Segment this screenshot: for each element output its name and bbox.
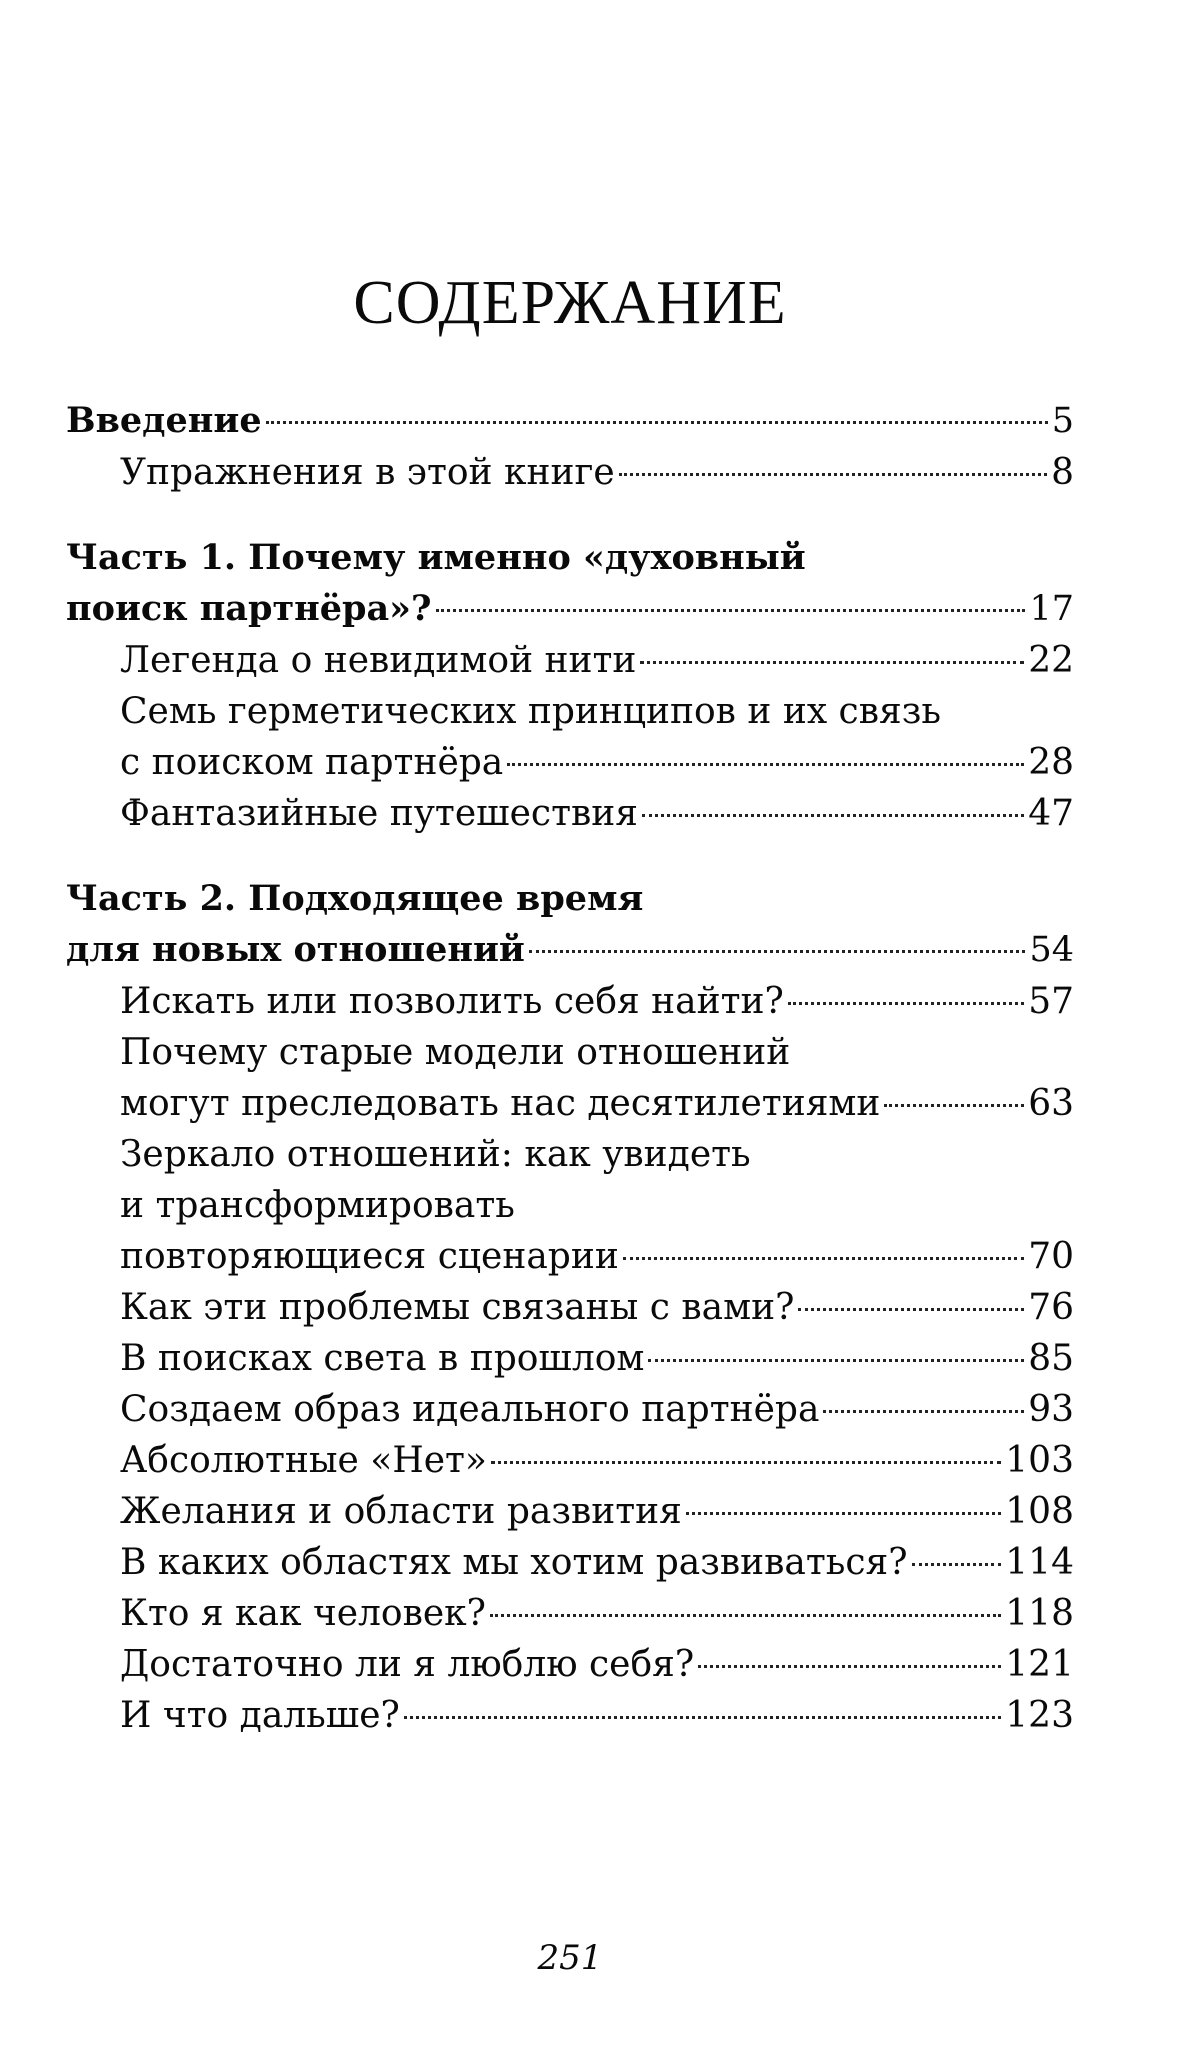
toc-page-number: 70 (1028, 1236, 1074, 1277)
toc-page-number: 103 (1005, 1440, 1074, 1481)
toc-entry-line (66, 873, 1074, 924)
toc-section-entry (66, 1333, 1074, 1384)
dot-leader (884, 1104, 1024, 1107)
toc-entry-title: Упражнения в этой книге (120, 452, 615, 493)
toc-entry-line (120, 1690, 1074, 1741)
toc-section-entry (66, 976, 1074, 1027)
toc-entry-line (120, 1537, 1074, 1588)
toc-section-entry (66, 686, 1074, 788)
toc-entry-line (120, 447, 1074, 498)
toc-page-number: 5 (1051, 401, 1074, 441)
toc-section-entry (66, 1282, 1074, 1333)
toc-page-number: 22 (1028, 640, 1074, 681)
toc-part-entry (66, 873, 1074, 976)
toc-page-number: 54 (1029, 930, 1074, 970)
toc-entry-title: могут преследовать нас десятилетиями (120, 1083, 881, 1124)
toc-entry-title: Семь герметических принципов и их связь (120, 691, 941, 732)
dot-leader (529, 950, 1026, 953)
toc-page-number: 47 (1028, 793, 1074, 834)
toc-section-entry (66, 1027, 1074, 1129)
toc-page-number: 118 (1005, 1593, 1074, 1634)
toc-section-entry (66, 1690, 1074, 1741)
dot-leader (266, 421, 1048, 424)
toc-entry-title: поиск партнёра»? (66, 588, 432, 629)
toc-section-entry (66, 635, 1074, 686)
toc-entry-title: повторяющиеся сценарии (120, 1236, 619, 1277)
dot-leader (619, 473, 1047, 476)
toc-section-entry (66, 447, 1074, 498)
dot-leader (912, 1563, 1002, 1566)
toc-entry-line (120, 1231, 1074, 1282)
toc-entry-title: В каких областях мы хотим развиваться? (120, 1542, 908, 1583)
toc-section-entry (66, 1435, 1074, 1486)
toc-entry-line (66, 395, 1074, 447)
toc-entry-line (120, 1435, 1074, 1486)
toc-entry-line (66, 532, 1074, 583)
toc-entry-title: Зеркало отношений: как увидеть (120, 1134, 751, 1175)
toc-entry-line (120, 635, 1074, 686)
toc-entry-title: В поисках света в прошлом (120, 1338, 645, 1379)
toc-entry-line (120, 737, 1074, 788)
toc-entry-title: Создаем образ идеального партнёра (120, 1389, 820, 1430)
toc-entry-title: Желания и области развития (120, 1491, 682, 1532)
toc-entry-line (120, 1486, 1074, 1537)
dot-leader (623, 1257, 1024, 1260)
dot-leader (491, 1461, 1001, 1464)
toc-entry-line (120, 1282, 1074, 1333)
toc-entry-title: Достаточно ли я люблю себя? (120, 1644, 695, 1685)
toc-entry-title: и трансформировать (120, 1185, 515, 1226)
toc-entry-title: Фантазийные путешествия (120, 793, 638, 834)
dot-leader (788, 1002, 1024, 1005)
toc-entry-line (120, 1078, 1074, 1129)
toc-entry-title: для новых отношений (66, 929, 525, 970)
toc-section-entry (66, 1588, 1074, 1639)
dot-leader (698, 1665, 1001, 1668)
toc-page-number: 8 (1051, 452, 1074, 493)
dot-leader (823, 1410, 1024, 1413)
toc-entry-line (120, 1384, 1074, 1435)
toc-entry-title: Введение (66, 400, 262, 441)
toc-entry-line (120, 1180, 1074, 1231)
toc-entry-title: Почему старые модели отношений (120, 1032, 791, 1073)
dot-leader (798, 1308, 1024, 1311)
toc-section-entry (66, 1537, 1074, 1588)
toc-page-number: 17 (1029, 589, 1074, 629)
dot-leader (404, 1716, 1001, 1719)
toc-entry-line (66, 583, 1074, 635)
toc-entry-line (120, 788, 1074, 839)
toc-section-entry (66, 1639, 1074, 1690)
toc-entry-title: Часть 1. Почему именно «духовный (66, 537, 806, 578)
toc-entry-line (120, 1129, 1074, 1180)
toc-page-number: 114 (1005, 1542, 1074, 1583)
toc-page-number: 121 (1005, 1644, 1074, 1685)
toc-entry-title: Абсолютные «Нет» (120, 1440, 487, 1481)
dot-leader (642, 814, 1024, 817)
dot-leader (490, 1614, 1001, 1617)
toc-section-entry (66, 788, 1074, 839)
toc-page-number: 57 (1028, 981, 1074, 1022)
toc-entry-title: И что дальше? (120, 1695, 400, 1736)
toc-entry-line (120, 1333, 1074, 1384)
toc-entry-line (66, 924, 1074, 976)
dot-leader (648, 1359, 1024, 1362)
dot-leader (507, 763, 1024, 766)
toc-page-number: 108 (1005, 1491, 1074, 1532)
toc-page-number: 63 (1028, 1083, 1074, 1124)
toc-entry-title: с поиском партнёра (120, 742, 504, 783)
toc-entry-line (120, 1588, 1074, 1639)
toc-entry-title: Искать или позволить себя найти? (120, 981, 784, 1022)
table-of-contents (66, 395, 1074, 1741)
toc-entry-title: Часть 2. Подходящее время (66, 878, 644, 919)
toc-page-number: 93 (1028, 1389, 1074, 1430)
toc-page-number: 85 (1028, 1338, 1074, 1379)
toc-page-number: 28 (1028, 742, 1074, 783)
toc-page-number: 123 (1005, 1695, 1074, 1736)
page-title: СОДЕРЖАНИЕ (353, 269, 787, 337)
dot-leader (640, 661, 1024, 664)
toc-section-entry (66, 1486, 1074, 1537)
toc-entry-title: Как эти проблемы связаны с вами? (120, 1287, 795, 1328)
toc-page-number: 76 (1028, 1287, 1074, 1328)
toc-entry-line (120, 1027, 1074, 1078)
toc-section-entry (66, 1129, 1074, 1282)
toc-entry-line (120, 1639, 1074, 1690)
toc-entry-line (120, 686, 1074, 737)
toc-entry-line (120, 976, 1074, 1027)
dot-leader (436, 609, 1026, 612)
toc-entry-title: Легенда о невидимой нити (120, 640, 637, 681)
dot-leader (686, 1512, 1001, 1515)
toc-section-entry (66, 1384, 1074, 1435)
toc-entry-title: Кто я как человек? (120, 1593, 486, 1634)
page-number: 251 (537, 1938, 603, 1978)
toc-part-entry (66, 532, 1074, 635)
toc-part-entry (66, 395, 1074, 447)
